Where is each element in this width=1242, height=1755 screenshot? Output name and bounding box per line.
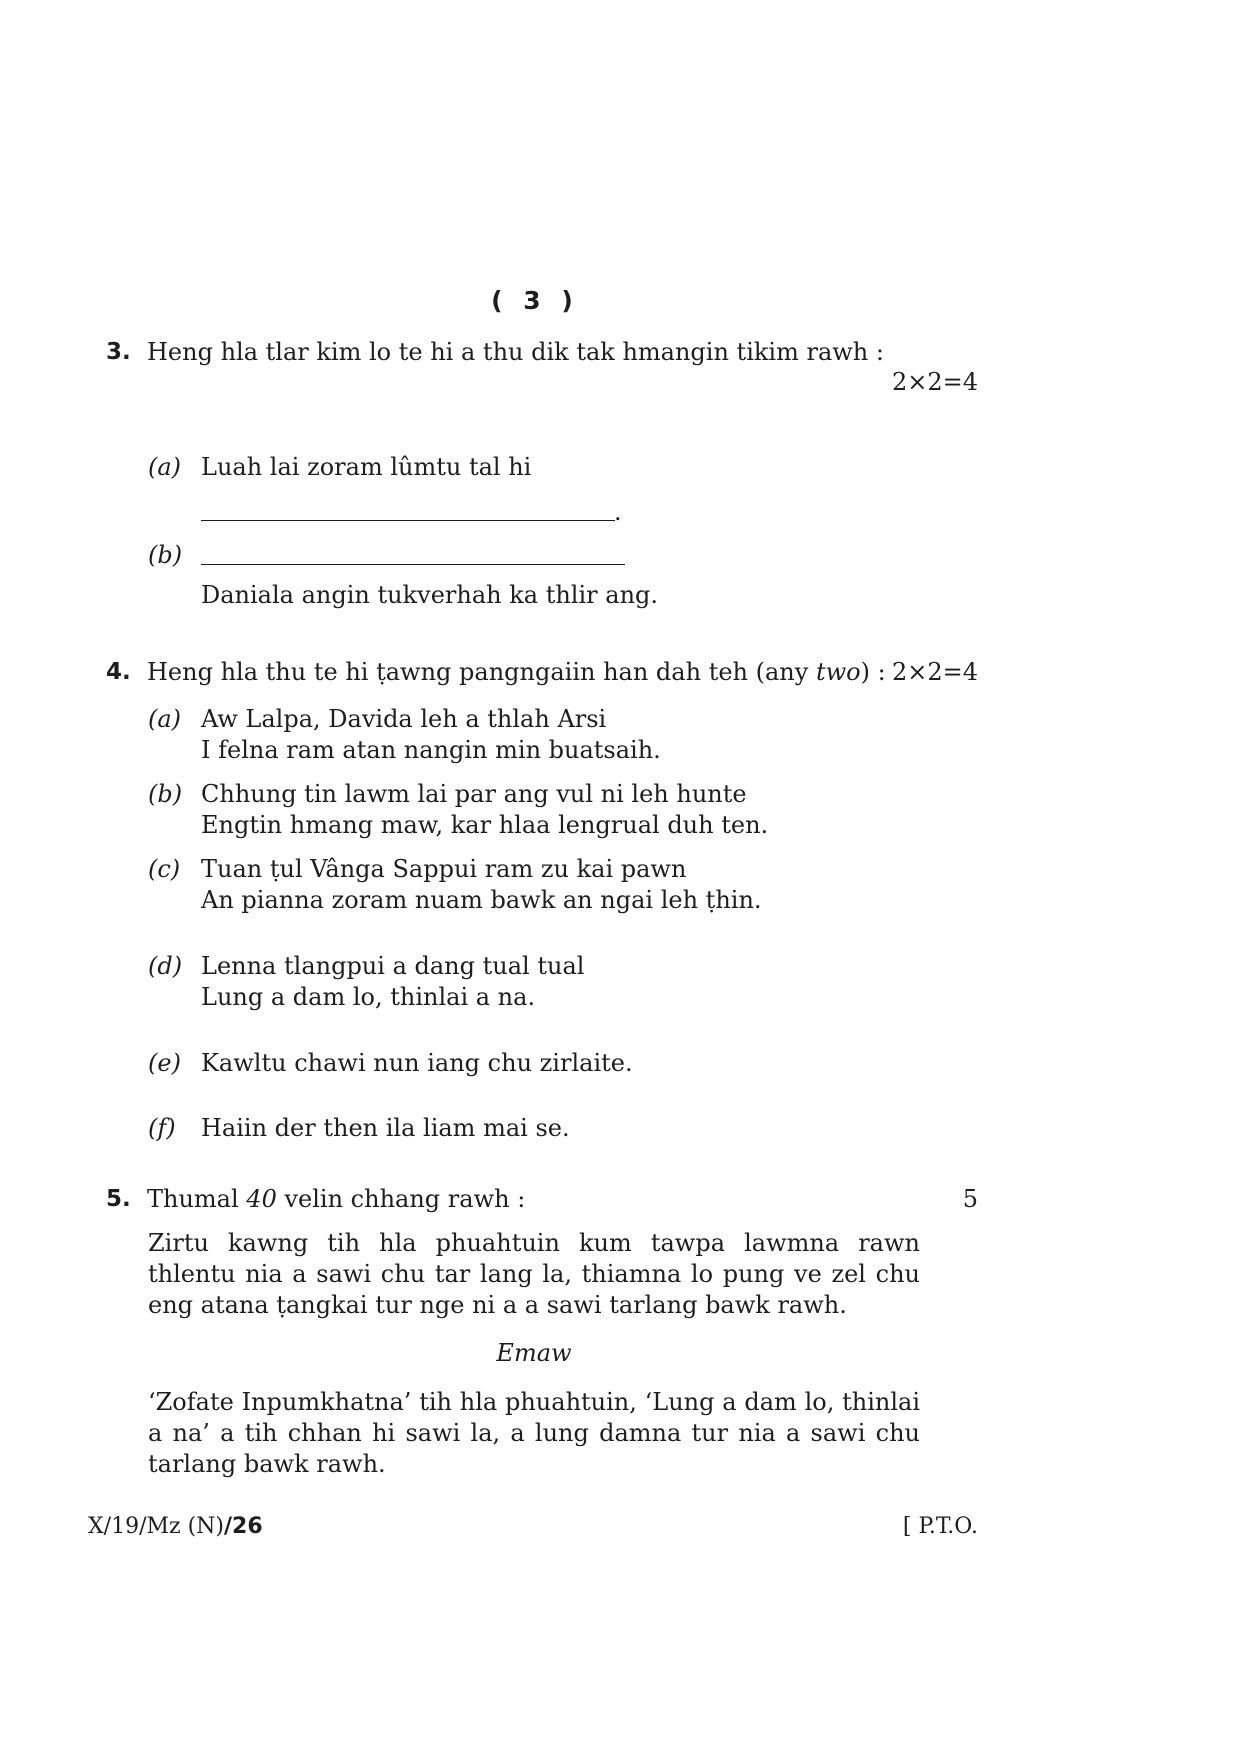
question-4f-line1: Haiin der then ila liam mai se. [201,1114,570,1142]
question-5-text: Thumal 40 velin chhang rawh : [147,1185,526,1213]
question-3-text: Heng hla tlar kim lo te hi a thu dik tak hmangin tikim rawh : [147,338,884,366]
question-3b-blank [201,564,625,565]
question-4e-label: (e) [148,1049,181,1077]
question-4a-line2: I felna ram atan nangin min buatsaih. [201,736,661,764]
page-number: ( 3 ) [491,286,579,315]
question-4-marks: 2×2=4 [891,658,978,686]
question-4c-line2: An pianna zoram nuam bawk an ngai leh ṭhin. [201,886,762,914]
question-4b-line1: Chhung tin lawm lai par ang vul ni leh hunte [201,780,747,808]
question-4c-line1: Tuan ṭul Vânga Sappui ram zu kai pawn [201,855,687,883]
question-3-marks: 2×2=4 [891,368,978,396]
question-3a-text: Luah lai zoram lûmtu tal hi [201,453,532,481]
question-3a-end: . [614,498,622,526]
question-3a-label: (a) [148,453,182,481]
question-5-marks: 5 [962,1185,978,1213]
question-4a-line1: Aw Lalpa, Davida leh a thlah Arsi [201,705,607,733]
question-4b-label: (b) [148,780,183,808]
question-5-paragraph-1: Zirtu kawng tih hla phuahtuin kum tawpa lawmna rawn thlentu nia a sawi chu tar lang la, thiamna lo pung ve zel chu eng atana ṭangkai tur nge ni a a sawi tarlang bawk rawh. [148,1229,920,1319]
paper-code: X/19/Mz (N)/26 [88,1514,263,1539]
question-3a-blank [201,520,615,521]
question-4e-line1: Kawltu chawi nun iang chu zirlaite. [201,1049,633,1077]
question-5-paragraph-2: ‘Zofate Inpumkhatna’ tih hla phuahtuin, ‘Lung a dam lo, thinlai a na’ a tih chhan hi sawi la, a lung damna tur nia a sawi chu tarlang bawk rawh. [148,1388,920,1478]
question-5-number: 5. [106,1186,131,1212]
question-4d-line2: Lung a dam lo, thinlai a na. [201,983,536,1011]
question-4-text: Heng hla thu te hi ṭawng pangngaiin han dah teh (any two) : [147,658,886,686]
question-4d-line1: Lenna tlangpui a dang tual tual [201,952,585,980]
question-3-number: 3. [106,339,131,365]
please-turn-over: [ P.T.O. [902,1514,978,1539]
question-4f-label: (f) [148,1114,176,1142]
question-4d-label: (d) [148,952,183,980]
question-4-number: 4. [106,659,131,685]
question-3b-text: Daniala angin tukverhah ka thlir ang. [201,581,659,609]
question-3b-label: (b) [148,541,183,569]
question-4c-label: (c) [148,855,181,883]
question-5-or: Emaw [496,1339,572,1367]
question-4b-line2: Engtin hmang maw, kar hlaa lengrual duh ten. [201,811,769,839]
question-4a-label: (a) [148,705,182,733]
